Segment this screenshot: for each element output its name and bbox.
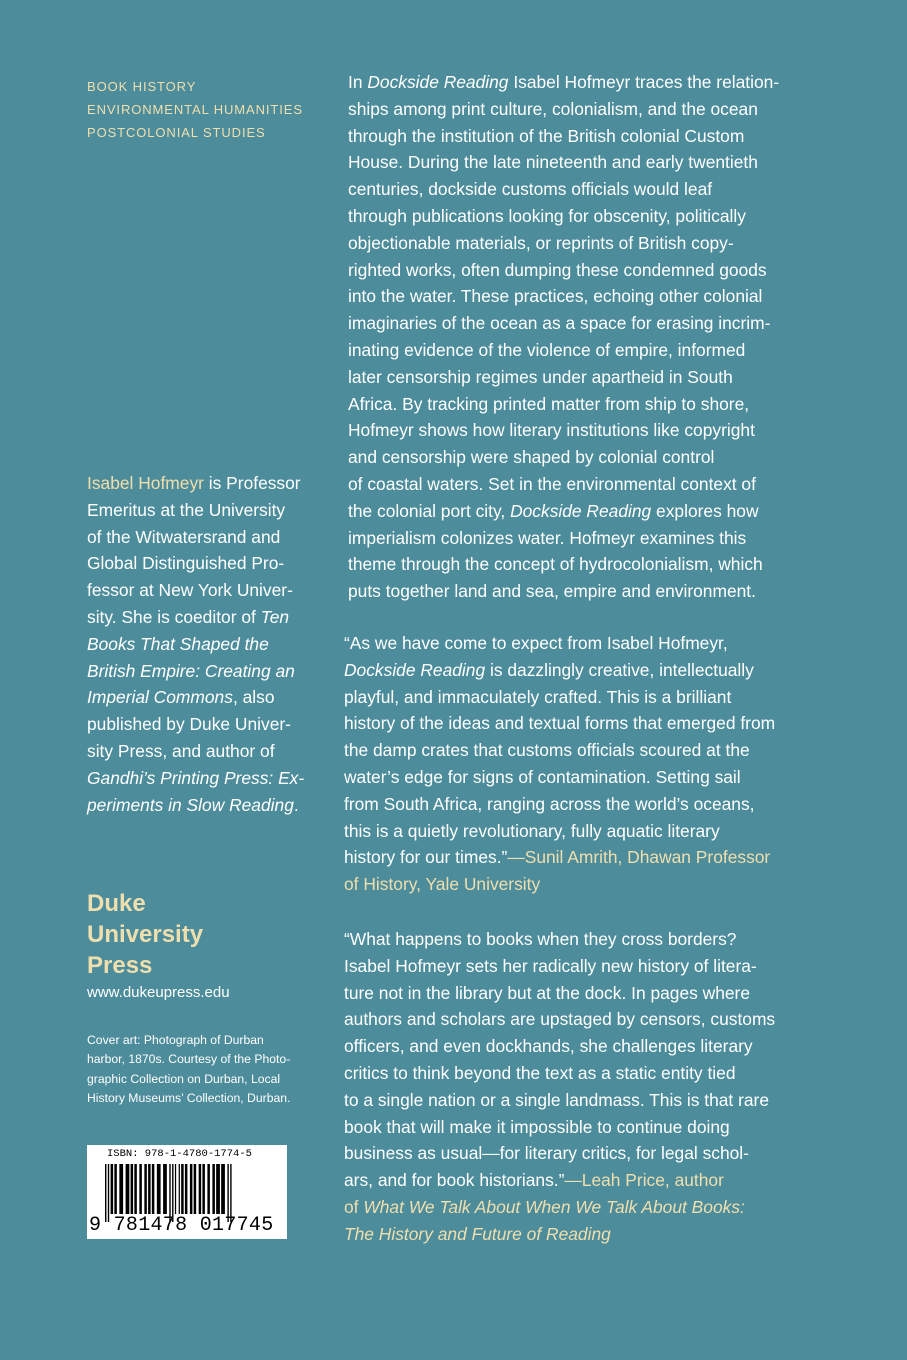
book-title: Dockside Reading — [367, 72, 509, 92]
subject-categories — [87, 75, 303, 144]
blurb-attribution-affiliation: of History, Yale University — [344, 874, 541, 895]
book-description — [348, 69, 818, 605]
bio-line: British Empire: Creating an — [87, 660, 295, 681]
barcode-bar — [139, 1164, 142, 1214]
bio-line: Global Distinguished Pro- — [87, 553, 285, 574]
barcode-bar — [190, 1164, 193, 1214]
bio-line: sity Press, and author of — [87, 740, 275, 761]
blurb-attribution-work: of What We Talk About When We Talk About Books: — [344, 1196, 745, 1217]
blurb-line: ars, and for book historians.”—Leah Price, author — [344, 1170, 724, 1191]
barcode-bar — [114, 1164, 117, 1214]
description-line: imperialism colonizes water. Hofmeyr examines this — [348, 527, 747, 548]
barcode-bar — [131, 1164, 134, 1214]
blurb-line: officers, and even dockhands, she challenges literary — [344, 1036, 753, 1057]
barcode-bar — [163, 1164, 167, 1214]
blurb-line: book that will make it impossible to continue doing — [344, 1116, 730, 1137]
book-title: Dockside Reading — [344, 659, 486, 680]
blurb-line: playful, and immaculately crafted. This is a brilliant — [344, 686, 732, 707]
barcode-bar — [126, 1164, 130, 1214]
barcode-bar — [221, 1164, 225, 1214]
blurb-line: from South Africa, ranging across the world’s oceans, — [344, 793, 755, 814]
blurb-line: critics to think beyond the text as a static entity tied — [344, 1062, 736, 1083]
bio-line: sity. She is coeditor of Ten — [87, 606, 290, 627]
bio-line: periments in Slow Reading. — [87, 794, 299, 815]
barcode-bar — [207, 1164, 210, 1214]
description-line: centuries, dockside customs officials would leaf — [348, 179, 713, 200]
description-line: of coastal waters. Set in the environmental context of — [348, 473, 756, 494]
barcode-bar — [134, 1164, 137, 1214]
blurb-attribution: —Sunil Amrith, Dhawan Professor — [507, 847, 771, 868]
blurb-attribution-work: The History and Future of Reading — [344, 1223, 611, 1244]
publisher-url[interactable]: www.dukeupress.edu — [87, 984, 230, 1001]
blurb-line: water’s edge for signs of contamination. Setting sail — [344, 766, 741, 787]
blurb-line: “What happens to books when they cross borders? — [344, 929, 737, 949]
publisher-logo: Duke University Press — [87, 890, 204, 979]
blurb-line: history for our times.”—Sunil Amrith, Dhawan Professor — [344, 847, 771, 868]
barcode-bar — [202, 1164, 205, 1214]
barcode-bar — [185, 1164, 188, 1214]
blurb-line: business as usual—for literary critics, for legal schol- — [344, 1143, 749, 1164]
bio-line: of the Witwatersrand and — [87, 526, 281, 547]
blurb-line: authors and scholars are upstaged by censors, customs — [344, 1009, 776, 1030]
description-line: through the institution of the British colonial Custom — [348, 125, 745, 146]
barcode-bar — [119, 1164, 123, 1214]
barcode-digits: 9 781478 017745 — [89, 1214, 274, 1237]
blurb-attribution: —Leah Price, author — [564, 1170, 724, 1191]
barcode-bar — [212, 1164, 215, 1214]
bio-line: fessor at New York Univer- — [87, 580, 293, 601]
bio-line: Isabel Hofmeyr is Professor — [87, 473, 301, 493]
description-line: through publications looking for obscenity, politically — [348, 205, 746, 226]
barcode-bar — [111, 1164, 114, 1214]
author-bio — [87, 470, 325, 818]
description-line: into the water. These practices, echoing other colonial — [348, 286, 763, 307]
author-name: Isabel Hofmeyr — [87, 473, 204, 493]
description-line: later censorship regimes under apartheid in South — [348, 366, 733, 387]
description-line: theme through the concept of hydrocolonialism, which — [348, 554, 763, 575]
description-line: In Dockside Reading Isabel Hofmeyr traces the relation- — [348, 72, 780, 92]
isbn-label: ISBN: 978-1-4780-1774-5 — [107, 1148, 252, 1160]
blurb-price — [344, 926, 814, 1248]
description-line: and censorship were shaped by colonial control — [348, 447, 715, 468]
description-line: House. During the late nineteenth and early twentieth — [348, 152, 758, 173]
blurb-line: Isabel Hofmeyr sets her radically new history of litera- — [344, 955, 757, 976]
blurb-line: history of the ideas and textual forms that emerged from — [344, 713, 776, 734]
barcode-bar — [148, 1164, 151, 1214]
blurb-line: the damp crates that customs officials scoured at the — [344, 740, 750, 761]
cover-art-credit: Cover art: Photograph of Durban harbor, 1870s. Courtesy of the Photo- graphic Collection on Durban, Local History Museums’ Collection, Durban. — [87, 1033, 291, 1105]
blurb-line: Dockside Reading is dazzlingly creative, intellectually — [344, 659, 754, 680]
barcode-bar — [144, 1164, 147, 1214]
barcode-bar — [152, 1164, 155, 1214]
barcode-bar — [181, 1164, 184, 1214]
bio-line: published by Duke Univer- — [87, 714, 291, 735]
description-line: puts together land and sea, empire and environment. — [348, 581, 756, 602]
description-line: inating evidence of the violence of empire, informed — [348, 339, 746, 360]
bio-line: Books That Shaped the — [87, 633, 269, 654]
description-line: the colonial port city, Dockside Reading explores how — [348, 500, 759, 521]
blurb-line: “As we have come to expect from Isabel Hofmeyr, — [344, 633, 728, 653]
bio-line: Imperial Commons, also — [87, 687, 275, 708]
blurb-amrith — [344, 630, 814, 898]
subject-postcolonial-studies: POSTCOLONIAL STUDIES — [87, 125, 266, 140]
description-line: ships among print culture, colonialism, and the ocean — [348, 98, 758, 119]
description-line: Hofmeyr shows how literary institutions like copyright — [348, 420, 755, 441]
barcode-bar — [157, 1164, 161, 1214]
blurb-line: to a single nation or a single landmass. This is that rare — [344, 1089, 770, 1110]
barcode-bar — [175, 1164, 176, 1214]
subject-book-history: BOOK HISTORY — [87, 79, 197, 94]
barcode-bar — [194, 1164, 197, 1214]
blurb-line: this is a quietly revolutionary, fully aquatic literary — [344, 820, 720, 841]
bio-line: Gandhi’s Printing Press: Ex- — [87, 767, 305, 788]
description-line: Africa. By tracking printed matter from ship to shore, — [348, 393, 750, 414]
description-line: imaginaries of the ocean as a space for erasing incrim- — [348, 313, 771, 334]
description-line: objectionable materials, or reprints of British copy- — [348, 232, 734, 253]
bio-line: Emeritus at the University — [87, 499, 286, 520]
subject-environmental-humanities: ENVIRONMENTAL HUMANITIES — [87, 102, 303, 117]
barcode-bar — [199, 1164, 202, 1214]
blurb-line: ture not in the library but at the dock. In pages where — [344, 982, 751, 1003]
isbn-barcode — [87, 1145, 287, 1239]
barcode-bar — [216, 1164, 220, 1214]
description-line: righted works, often dumping these condemned goods — [348, 259, 767, 280]
barcode-bar — [179, 1164, 180, 1214]
book-title: Dockside Reading — [510, 500, 652, 521]
